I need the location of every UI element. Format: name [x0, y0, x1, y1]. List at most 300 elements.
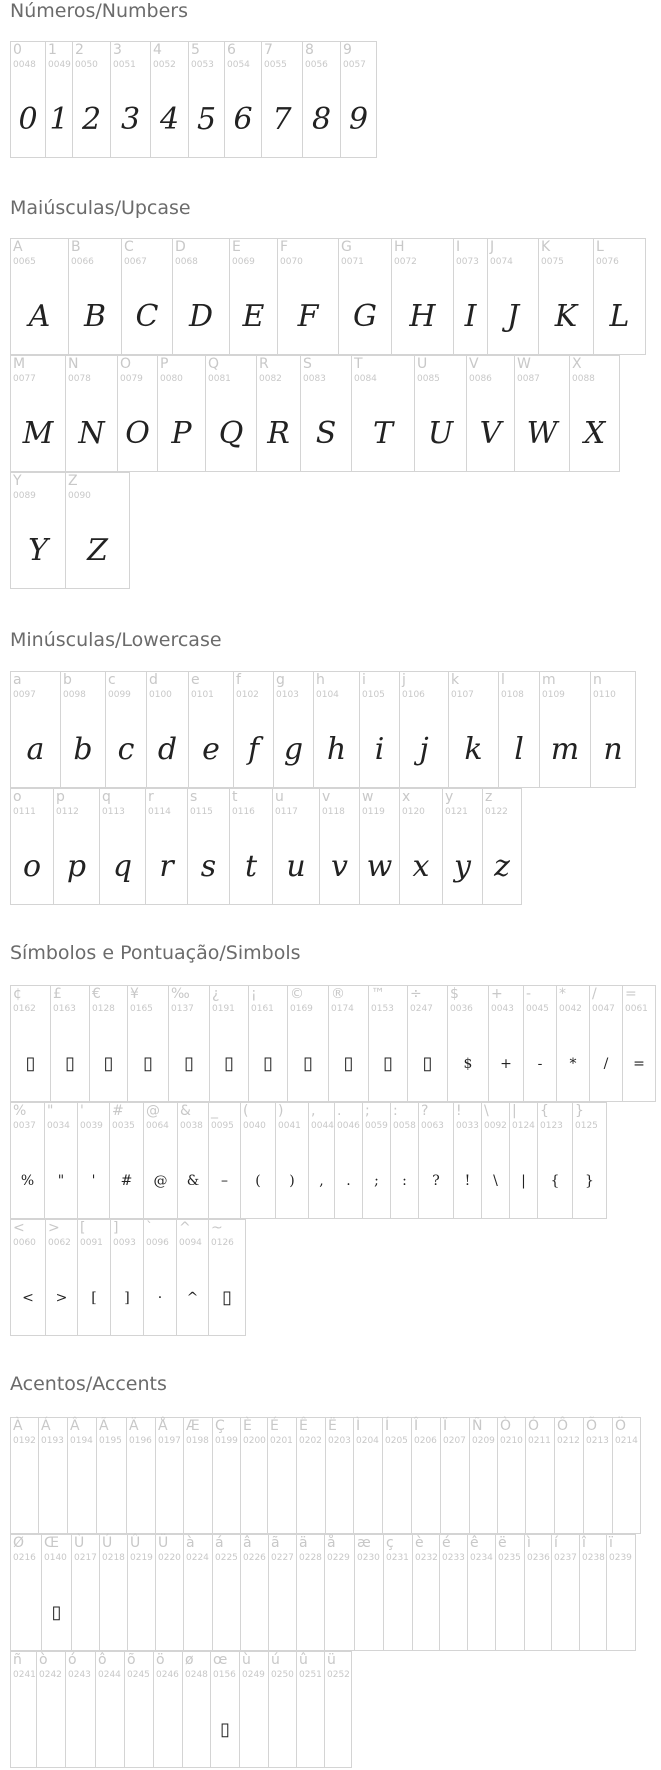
glyph-code: 0128: [92, 1004, 115, 1014]
glyph-sample: r: [159, 849, 174, 884]
glyph-label: X: [572, 356, 582, 372]
glyph-code: 0106: [402, 690, 425, 700]
glyph-cell-l-upper: [593, 238, 646, 355]
glyph-label: M: [13, 356, 26, 372]
glyph-code: 0036: [450, 1004, 473, 1014]
glyph-sample: K: [554, 299, 578, 334]
glyph-cell-char-0192: [10, 1417, 38, 1534]
glyph-sample: a: [26, 732, 45, 767]
glyph-sample: [297, 1468, 325, 1524]
glyph-code: 0220: [158, 1553, 181, 1563]
glyph-row: [10, 788, 522, 905]
glyph-cell-bracket-open: [77, 1219, 110, 1336]
glyph-code: 0211: [528, 1436, 551, 1446]
glyph-code: 0038: [180, 1121, 203, 1131]
glyph-code: 0231: [386, 1553, 409, 1563]
glyph-code: 0078: [68, 374, 91, 384]
glyph-code: 0161: [251, 1004, 274, 1014]
glyph-label: ': [80, 1103, 84, 1119]
glyph-code: 0076: [596, 257, 619, 267]
glyph-cell-w-upper: [514, 355, 569, 472]
glyph-label: ñ: [13, 1652, 22, 1668]
glyph-code: 0197: [158, 1436, 181, 1446]
glyph-cell-char-0212: [554, 1417, 583, 1534]
glyph-code: 0237: [554, 1553, 577, 1563]
glyph-label: k: [451, 672, 460, 688]
glyph-label: Y: [13, 473, 22, 489]
glyph-sample: [72, 1585, 99, 1641]
glyph-code: 0059: [365, 1121, 388, 1131]
glyph-label: È: [243, 1418, 252, 1434]
glyph-code: 0053: [191, 60, 214, 70]
glyph-cell-v-upper: [466, 355, 514, 472]
glyph-label: è: [415, 1535, 424, 1551]
glyph-sample: }: [585, 1173, 594, 1189]
glyph-cell-g-upper: [338, 238, 391, 355]
glyph-code: 0201: [270, 1436, 293, 1446]
glyph-sample: [39, 1468, 67, 1524]
glyph-cell-j: [399, 671, 448, 788]
glyph-cell-registered: [328, 985, 368, 1102]
glyph-code: 0058: [393, 1121, 416, 1131]
glyph-sample: [241, 1468, 267, 1524]
glyph-label: Æ: [186, 1418, 200, 1434]
glyph-sample: [355, 1585, 383, 1641]
glyph-code: 0035: [112, 1121, 135, 1131]
glyph-code: 0091: [80, 1238, 103, 1248]
glyph-code: 0111: [13, 807, 36, 817]
glyph-label: i: [362, 672, 366, 688]
glyph-cell-char-0242: [36, 1651, 65, 1768]
glyph-cell-char-0207: [440, 1417, 469, 1534]
glyph-sample: e: [202, 732, 220, 767]
glyph-sample: z: [494, 849, 510, 884]
glyph-code: 0048: [13, 60, 36, 70]
glyph-code: 0204: [356, 1436, 379, 1446]
glyph-sample: *: [569, 1056, 577, 1072]
glyph-cell-s-upper: [300, 355, 351, 472]
glyph-sample: 9: [348, 102, 369, 137]
glyph-sample: W: [526, 416, 558, 451]
glyph-code: 0245: [127, 1670, 150, 1680]
glyph-row: [10, 1651, 352, 1768]
glyph-cell-6: [224, 41, 261, 158]
glyph-cell-less-than: [10, 1219, 45, 1336]
glyph-label: á: [215, 1535, 224, 1551]
glyph-cell-y: [442, 788, 482, 905]
glyph-label: ù: [242, 1652, 251, 1668]
glyph-cell-char-0227: [268, 1534, 296, 1651]
glyph-code: 0140: [44, 1553, 67, 1563]
glyph-cell-paren-close: [275, 1102, 308, 1219]
glyph-row: [10, 671, 636, 788]
glyph-label: d: [149, 672, 158, 688]
glyph-cell-quote: [44, 1102, 77, 1219]
glyph-sample: [354, 1468, 382, 1524]
glyph-cell-char-0246: [153, 1651, 182, 1768]
glyph-cell-x: [399, 788, 442, 905]
glyph-label: l: [501, 672, 505, 688]
glyph-cell-char-0234: [467, 1534, 495, 1651]
glyph-cell-d-upper: [172, 238, 229, 355]
glyph-label: J: [490, 239, 495, 255]
glyph-sample: b: [73, 732, 93, 767]
glyph-sample: L: [609, 299, 630, 334]
glyph-sample: i: [374, 732, 385, 767]
glyph-code: 0114: [148, 807, 171, 817]
glyph-code: 0096: [146, 1238, 169, 1248]
glyph-sample: =: [633, 1056, 645, 1072]
glyph-code: 0110: [593, 690, 616, 700]
glyph-label: ÷: [410, 986, 422, 1002]
glyph-code: 0120: [402, 807, 425, 817]
glyph-cell-t-upper: [351, 355, 414, 472]
glyph-sample: P: [171, 416, 192, 451]
glyph-label: ö: [156, 1652, 165, 1668]
glyph-cell-caret: [176, 1219, 208, 1336]
glyph-label: Ô: [557, 1418, 569, 1434]
glyph-sample: I: [464, 299, 477, 334]
glyph-label: P: [160, 356, 169, 372]
glyph-sample: o: [22, 849, 42, 884]
glyph-label: w: [362, 789, 374, 805]
glyph-cell-h-upper: [391, 238, 453, 355]
glyph-label: É: [270, 1418, 279, 1434]
glyph-code: 0235: [498, 1553, 521, 1563]
glyph-code: 0244: [98, 1670, 121, 1680]
glyph-sample: <: [22, 1290, 34, 1306]
glyph-sample: ▯: [222, 1287, 232, 1308]
glyph-code: 0081: [208, 374, 231, 384]
glyph-code: 0125: [575, 1121, 598, 1131]
glyph-cell-brace-close: [572, 1102, 607, 1219]
glyph-cell-u-upper: [414, 355, 466, 472]
glyph-sample: [68, 1468, 96, 1524]
glyph-label: å: [327, 1535, 336, 1551]
glyph-cell-c-upper: [121, 238, 172, 355]
glyph-code: 0047: [592, 1004, 615, 1014]
glyph-sample: [325, 1702, 351, 1758]
glyph-cell-char-0197: [155, 1417, 183, 1534]
glyph-sample: c: [117, 732, 135, 767]
glyph-sample: ·: [157, 1290, 163, 1306]
glyph-code: 0210: [500, 1436, 523, 1446]
glyph-sample: ): [289, 1173, 295, 1189]
glyph-sample: [468, 1585, 495, 1641]
glyph-code: 0051: [113, 60, 136, 70]
glyph-label: T: [354, 356, 363, 372]
glyph-cell-c: [105, 671, 146, 788]
glyph-code: 0233: [442, 1553, 465, 1563]
glyph-label: Ï: [443, 1418, 448, 1434]
glyph-label: õ: [127, 1652, 136, 1668]
glyph-sample: D: [188, 299, 214, 334]
glyph-cell-char-0214: [612, 1417, 641, 1534]
glyph-cell-b-upper: [68, 238, 121, 355]
glyph-cell-char-0199: [212, 1417, 240, 1534]
glyph-label: ;: [365, 1103, 370, 1119]
glyph-cell-ampersand: [177, 1102, 208, 1219]
glyph-cell-char-0217: [71, 1534, 99, 1651]
glyph-cell-inverted-exclamation: [248, 985, 287, 1102]
glyph-sample: u: [286, 849, 306, 884]
glyph-sample: ▯: [51, 1602, 62, 1623]
glyph-code: 0232: [415, 1553, 438, 1563]
glyph-sample: [183, 1702, 210, 1758]
glyph-code: 0073: [456, 257, 479, 267]
glyph-sample: [269, 1585, 296, 1641]
glyph-code: 0092: [484, 1121, 507, 1131]
glyph-cell-char-0224: [183, 1534, 212, 1651]
glyph-cell-inverted-question: [209, 985, 248, 1102]
glyph-cell-pound: [50, 985, 89, 1102]
glyph-label: à: [186, 1535, 195, 1551]
glyph-sample: m: [550, 732, 580, 767]
glyph-code: 0249: [242, 1670, 265, 1680]
glyph-sample: /: [603, 1056, 609, 1072]
glyph-label: \: [484, 1103, 489, 1119]
glyph-row: [10, 1417, 641, 1534]
glyph-code: 0057: [343, 60, 366, 70]
glyph-code: 0192: [13, 1436, 36, 1446]
glyph-label: Û: [130, 1535, 141, 1551]
glyph-code: 0217: [74, 1553, 97, 1563]
glyph-code: 0214: [615, 1436, 638, 1446]
glyph-cell-greater-than: [45, 1219, 77, 1336]
glyph-label: ô: [98, 1652, 107, 1668]
glyph-sample: ]: [124, 1290, 130, 1306]
glyph-cell-char-0140: [41, 1534, 71, 1651]
glyph-label: O: [120, 356, 132, 372]
glyph-cell-char-0200: [240, 1417, 267, 1534]
glyph-cell-cent: [10, 985, 50, 1102]
glyph-cell-char-0243: [65, 1651, 95, 1768]
glyph-cell-char-0220: [155, 1534, 183, 1651]
glyph-code: 0234: [470, 1553, 493, 1563]
glyph-label: ": [47, 1103, 54, 1119]
glyph-cell-k-upper: [538, 238, 593, 355]
glyph-code: 0087: [517, 374, 540, 384]
glyph-label: €: [92, 986, 101, 1002]
glyph-code: 0230: [357, 1553, 380, 1563]
glyph-sample: >: [55, 1290, 68, 1306]
glyph-sample: T: [372, 416, 393, 451]
glyph-label: æ: [357, 1535, 371, 1551]
glyph-label: >: [48, 1220, 60, 1236]
glyph-sample: ,: [319, 1173, 324, 1189]
glyph-code: 0124: [512, 1121, 535, 1131]
glyph-sample: x: [412, 849, 430, 884]
glyph-row: [10, 1534, 636, 1651]
glyph-sample: A: [28, 299, 51, 334]
glyph-cell-brace-open: [537, 1102, 572, 1219]
glyph-sample: [440, 1585, 467, 1641]
glyph-code: 0137: [171, 1004, 194, 1014]
glyph-sample: [441, 1468, 469, 1524]
glyph-code: 0037: [13, 1121, 36, 1131]
glyph-label: x: [402, 789, 411, 805]
glyph-code: 0054: [227, 60, 250, 70]
glyph-label: B: [71, 239, 81, 255]
glyph-code: 0034: [47, 1121, 70, 1131]
glyph-sample: [240, 1702, 268, 1758]
glyph-cell-char-0203: [325, 1417, 353, 1534]
glyph-code: 0209: [472, 1436, 495, 1446]
glyph-label: À: [13, 1418, 23, 1434]
glyph-code: 0246: [156, 1670, 179, 1680]
glyph-sample: J: [506, 299, 520, 334]
glyph-label: û: [299, 1652, 308, 1668]
glyph-code: 0105: [362, 690, 385, 700]
glyph-row: [10, 355, 620, 472]
glyph-code: 0071: [341, 257, 364, 267]
glyph-cell-underscore: [208, 1102, 240, 1219]
glyph-sample: q: [112, 849, 133, 884]
glyph-label: ï: [609, 1535, 613, 1551]
glyph-label: 5: [191, 42, 200, 58]
glyph-sample: Z: [87, 533, 108, 568]
glyph-sample: F: [297, 299, 319, 334]
glyph-code: 0228: [299, 1553, 322, 1563]
glyph-label: -: [526, 986, 532, 1002]
glyph-cell-char-0245: [124, 1651, 153, 1768]
glyph-label: V: [469, 356, 479, 372]
glyph-code: 0055: [264, 60, 287, 70]
glyph-label: 2: [75, 42, 84, 58]
glyph-sample: \: [493, 1173, 498, 1189]
glyph-code: 0052: [153, 60, 176, 70]
glyph-cell-char-0218: [99, 1534, 127, 1651]
glyph-label: ä: [299, 1535, 308, 1551]
glyph-sample: :: [402, 1173, 407, 1189]
glyph-code: 0200: [243, 1436, 266, 1446]
glyph-label: Ù: [74, 1535, 85, 1551]
glyph-cell-char-0248: [182, 1651, 210, 1768]
glyph-cell-char-0225: [212, 1534, 240, 1651]
glyph-label: F: [280, 239, 289, 255]
glyph-code: 0045: [526, 1004, 549, 1014]
glyph-code: 0083: [303, 374, 326, 384]
glyph-sample: O: [125, 416, 150, 451]
glyph-code: 0088: [572, 374, 595, 384]
glyph-code: 0213: [586, 1436, 609, 1446]
glyph-label: â: [243, 1535, 252, 1551]
glyph-sample: [127, 1468, 155, 1524]
glyph-sample: {: [550, 1173, 560, 1189]
glyph-cell-exclamation: [453, 1102, 481, 1219]
glyph-sample: B: [83, 299, 107, 334]
glyph-sample: [526, 1468, 554, 1524]
glyph-cell-7: [261, 41, 302, 158]
glyph-cell-char-0239: [606, 1534, 636, 1651]
glyph-code: 0218: [102, 1553, 125, 1563]
glyph-label: @: [146, 1103, 160, 1119]
glyph-label: #: [112, 1103, 124, 1119]
glyph-label: :: [393, 1103, 398, 1119]
glyph-label: ¿: [212, 986, 220, 1002]
glyph-label: ®: [331, 986, 345, 1002]
glyph-sample: .: [346, 1173, 351, 1189]
glyph-sample: [213, 1585, 240, 1641]
glyph-code: 0206: [414, 1436, 437, 1446]
glyph-label: Ú: [102, 1535, 113, 1551]
glyph-code: 0216: [13, 1553, 36, 1563]
glyph-cell-backslash: [481, 1102, 509, 1219]
glyph-code: 0174: [331, 1004, 354, 1014]
glyph-cell-equals: [622, 985, 656, 1102]
glyph-label: Î: [414, 1418, 419, 1434]
glyph-row: [10, 472, 130, 589]
glyph-sample: ▯: [383, 1053, 393, 1074]
glyph-sample: 5: [196, 102, 217, 137]
glyph-code: 0085: [417, 374, 440, 384]
glyph-label: &: [180, 1103, 191, 1119]
glyph-cell-char-0216: [10, 1534, 41, 1651]
glyph-code: 0191: [212, 1004, 235, 1014]
glyph-sample: 1: [49, 102, 69, 137]
glyph-label: R: [259, 356, 269, 372]
glyph-sample: ▯: [220, 1719, 230, 1740]
glyph-label: s: [190, 789, 198, 805]
glyph-sample: [154, 1702, 182, 1758]
glyph-sample: ?: [432, 1173, 440, 1189]
glyph-cell-p-upper: [157, 355, 205, 472]
glyph-label: [: [80, 1220, 86, 1236]
glyph-sample: [96, 1702, 124, 1758]
glyph-label: W: [517, 356, 531, 372]
glyph-sample: ▯: [422, 1053, 433, 1074]
glyph-label: D: [175, 239, 186, 255]
glyph-sample: –: [221, 1173, 228, 1189]
glyph-code: 0080: [160, 374, 183, 384]
glyph-label: Ñ: [472, 1418, 483, 1434]
glyph-cell-0: [10, 41, 45, 158]
glyph-code: 0241: [13, 1670, 36, 1680]
glyph-code: 0119: [362, 807, 385, 817]
glyph-cell-copyright: [287, 985, 328, 1102]
glyph-sample: [268, 1468, 296, 1524]
glyph-sample: [326, 1468, 353, 1524]
glyph-cell-r-upper: [256, 355, 300, 472]
glyph-sample: [184, 1585, 212, 1641]
glyph-sample: [11, 1702, 36, 1758]
glyph-sample: ▯: [143, 1053, 153, 1074]
glyph-code: 0039: [80, 1121, 103, 1131]
glyph-code: 0044: [311, 1121, 334, 1131]
glyph-code: 0224: [186, 1553, 209, 1563]
glyph-cell-8: [302, 41, 340, 158]
glyph-row: [10, 985, 656, 1102]
glyph-cell-char-0229: [324, 1534, 354, 1651]
glyph-cell-char-0244: [95, 1651, 124, 1768]
glyph-code: 0101: [191, 690, 214, 700]
glyph-code: 0199: [215, 1436, 238, 1446]
glyph-cell-o: [10, 788, 53, 905]
glyph-label: G: [341, 239, 352, 255]
glyph-label: Ã: [99, 1418, 109, 1434]
glyph-code: 0229: [327, 1553, 350, 1563]
glyph-cell-o-upper: [117, 355, 157, 472]
glyph-sample: +: [500, 1056, 512, 1072]
glyph-code: 0079: [120, 374, 143, 384]
glyph-cell-percent: [10, 1102, 44, 1219]
glyph-label: Ò: [500, 1418, 512, 1434]
glyph-sample: [525, 1585, 551, 1641]
glyph-code: 0153: [371, 1004, 394, 1014]
glyph-label: y: [445, 789, 454, 805]
glyph-sample: [128, 1585, 155, 1641]
glyph-code: 0123: [540, 1121, 563, 1131]
